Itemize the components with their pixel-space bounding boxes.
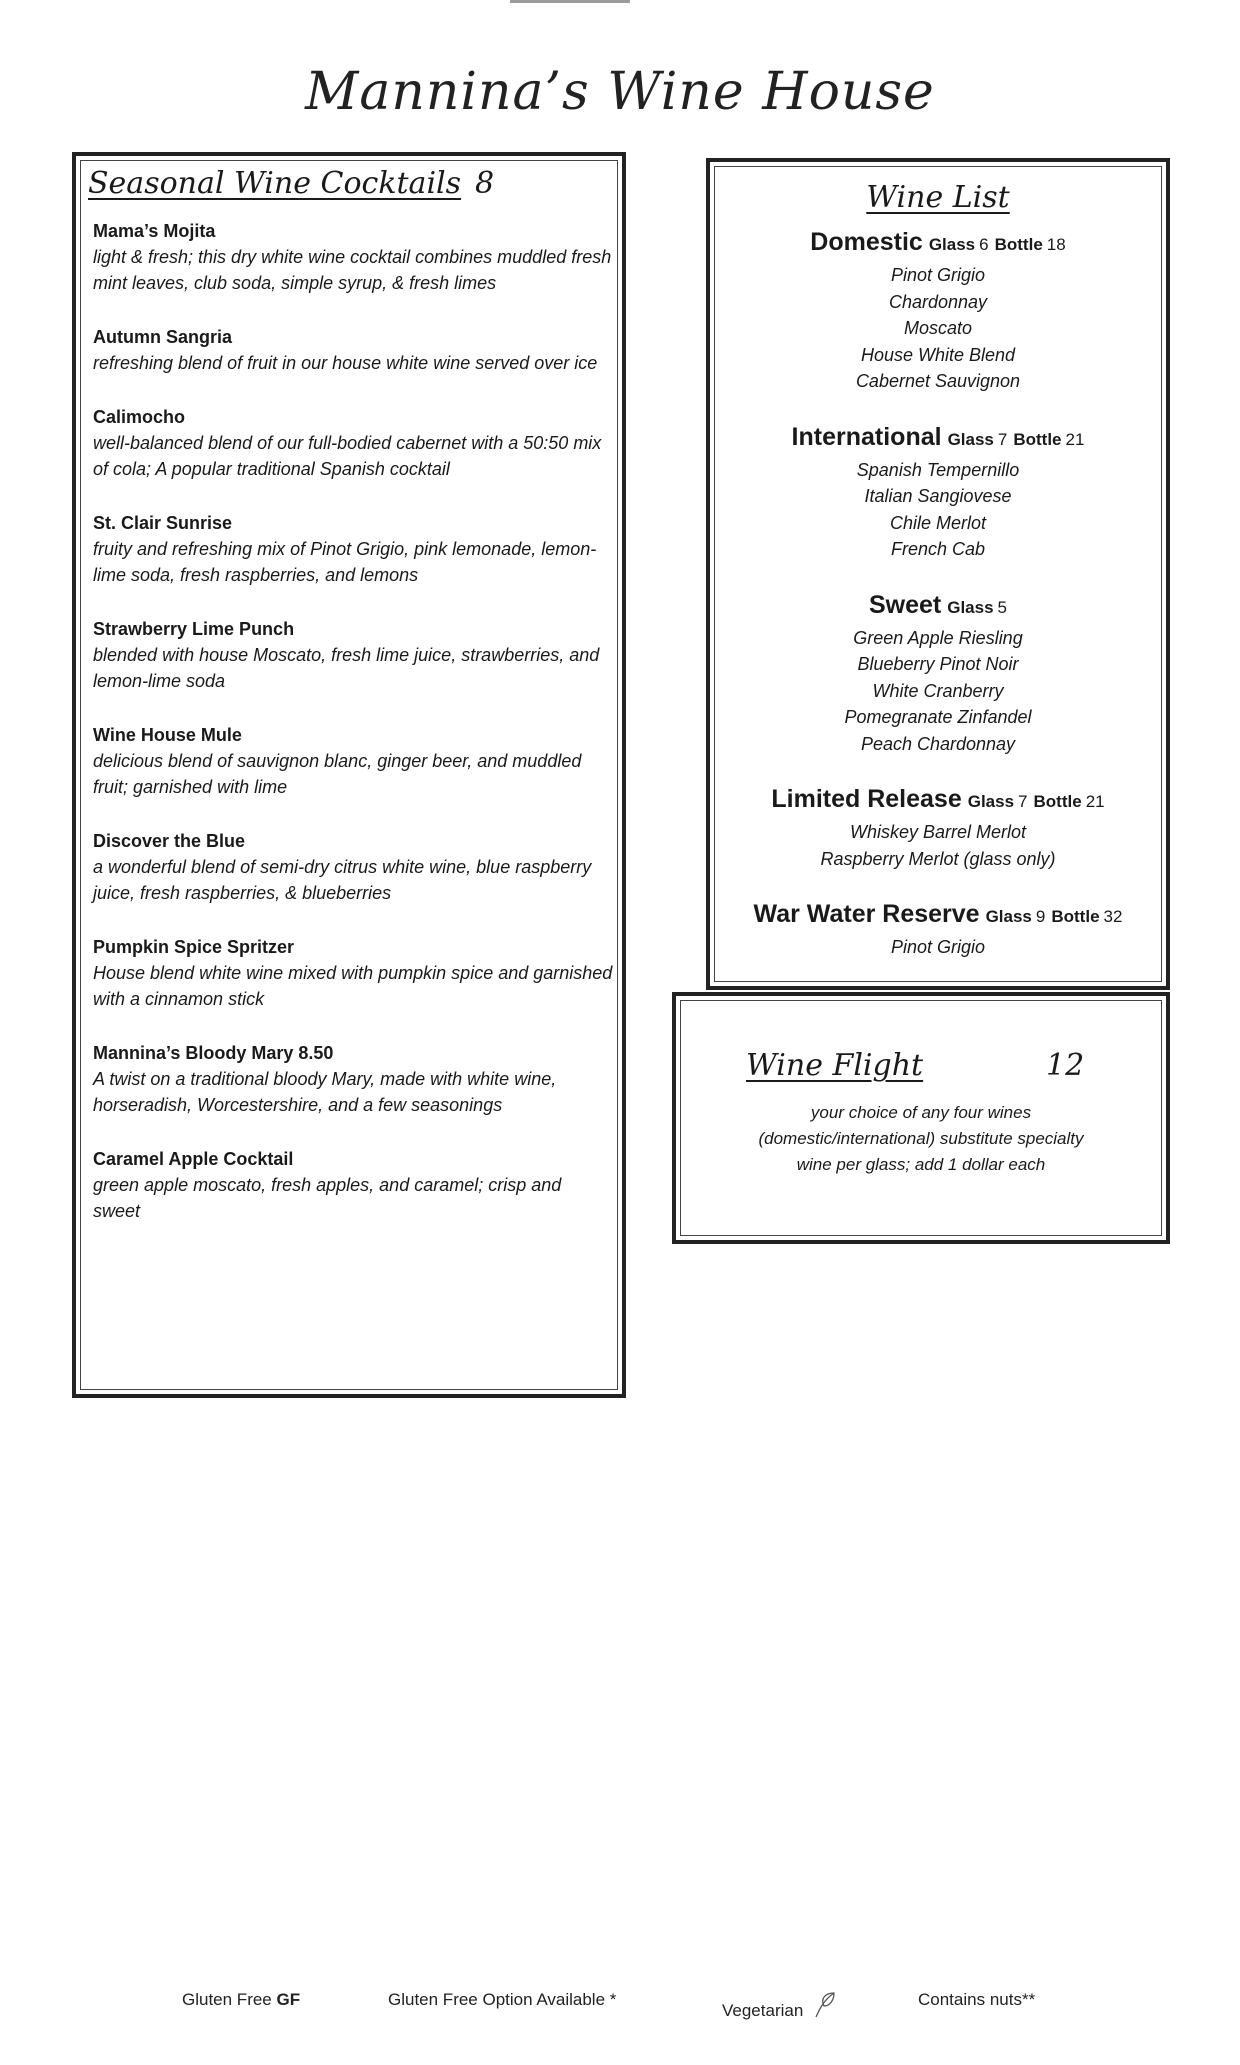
legend-vegetarian (722, 1990, 838, 2021)
cocktail-name: Autumn Sangria (93, 327, 233, 347)
wine-section-title (710, 589, 1166, 625)
bottle-price: 32 (1103, 907, 1123, 926)
glass-price: 7 (1018, 792, 1028, 811)
cocktail-name: St. Clair Sunrise (93, 513, 233, 533)
cocktail-name: Mannina’s Bloody Mary 8.50 (93, 1043, 334, 1063)
wine-section-name: Domestic (810, 228, 923, 256)
cocktail-item (93, 934, 613, 1012)
wine-flight-desc-line: (domestic/international) substitute specialty (758, 1129, 1084, 1148)
bottle-price: 18 (1046, 235, 1066, 254)
glass-price: 7 (997, 429, 1008, 449)
wine-item: Cabernet Sauvignon (855, 371, 1021, 391)
wine-item: Whiskey Barrel Merlot (849, 822, 1027, 842)
wine-flight-heading: Wine Flight (746, 1048, 924, 1083)
cocktail-description: light & fresh; this dry white wine cocktail combines muddled fresh mint leaves, club soda, simple syrup, & fresh limes (93, 247, 612, 293)
cocktail-list (93, 218, 613, 1252)
cocktail-description: refreshing blend of fruit in our house white wine served over ice (93, 353, 598, 373)
cocktail-name: Mama’s Mojita (93, 221, 216, 241)
legend-vegetarian-label: Vegetarian (722, 2001, 804, 2020)
cocktail-description: A twist on a traditional bloody Mary, made with white wine, horseradish, Worcestershire, and a few seasonings (93, 1069, 557, 1115)
wine-section-title (710, 783, 1166, 819)
cocktail-item (93, 1146, 613, 1224)
glass-label: Glass (928, 235, 976, 254)
wine-section (710, 898, 1166, 961)
cocktail-description: blended with house Moscato, fresh lime juice, strawberries, and lemon-lime soda (93, 645, 600, 691)
cocktail-description: well-balanced blend of our full-bodied cabernet with a 50:50 mix of cola; A popular traditional Spanish cocktail (93, 433, 602, 479)
cocktails-panel (72, 152, 626, 1398)
wine-list-panel (706, 158, 1170, 990)
legend-contains-nuts: Contains nuts** (918, 1990, 1036, 2009)
glass-price: 9 (1035, 907, 1046, 926)
wine-section (710, 421, 1166, 563)
bottle-label: Bottle (1033, 792, 1082, 811)
wine-item: French Cab (890, 539, 986, 559)
cocktail-item (93, 1040, 613, 1118)
wine-item: Peach Chardonnay (860, 733, 1016, 754)
leaf-icon (812, 1990, 838, 2020)
wine-item: Raspberry Merlot (glass only) (820, 848, 1056, 869)
cocktail-description: delicious blend of sauvignon blanc, ginger beer, and muddled fruit; garnished with lime (93, 751, 582, 797)
cocktail-item (93, 324, 613, 376)
cocktail-name: Caramel Apple Cocktail (93, 1149, 294, 1169)
legend-gluten-free-label: Gluten Free (182, 1990, 272, 2009)
glass-label: Glass (947, 597, 994, 617)
wine-section (710, 589, 1166, 758)
wine-list-heading: Wine List (866, 180, 1010, 215)
wine-item: White Cranberry (872, 680, 1004, 701)
wine-flight-price: 12 (1046, 1048, 1085, 1083)
cocktail-description: House blend white wine mixed with pumpkin spice and garnished with a cinnamon stick (93, 963, 613, 1009)
cocktail-item (93, 616, 613, 694)
cocktail-description: a wonderful blend of semi-dry citrus white wine, blue raspberry juice, fresh raspberries, & blueberries (93, 857, 592, 903)
wine-section-title (710, 226, 1166, 262)
wine-list-heading-row (710, 180, 1166, 215)
cocktail-description: green apple moscato, fresh apples, and caramel; crisp and sweet (93, 1175, 562, 1221)
cocktails-heading: Seasonal Wine Cocktails (88, 166, 462, 201)
wine-item: Chile Merlot (889, 512, 987, 533)
wine-flight-desc-line: wine per glass; add 1 dollar each (796, 1155, 1046, 1174)
bottle-label: Bottle (1013, 429, 1062, 449)
cocktail-name: Discover the Blue (93, 831, 246, 851)
cocktails-price: 8 (475, 166, 495, 201)
top-edge-mark (510, 0, 630, 3)
glass-label: Glass (985, 907, 1032, 926)
wine-sections (710, 226, 1166, 987)
wine-section-name: Limited Release (771, 785, 962, 813)
cocktail-description: fruity and refreshing mix of Pinot Grigio, pink lemonade, lemon-lime soda, fresh raspberries, and lemons (93, 539, 597, 585)
bottle-price: 21 (1065, 429, 1085, 449)
wine-item: Moscato (903, 318, 973, 338)
glass-label: Glass (967, 792, 1015, 811)
wine-flight-panel (672, 992, 1170, 1244)
legend-gluten-free-code: GF (276, 1990, 301, 2009)
glass-price: 5 (997, 597, 1008, 617)
cocktail-item (93, 510, 613, 588)
wine-item: Italian Sangiovese (864, 486, 1012, 506)
dietary-legend (0, 1990, 1240, 2020)
wine-flight-desc-line: your choice of any four wines (810, 1103, 1032, 1122)
wine-section-title (710, 421, 1166, 457)
cocktails-heading-row (88, 166, 494, 201)
bottle-label: Bottle (994, 235, 1043, 254)
glass-price: 6 (979, 235, 989, 254)
cocktail-item (93, 828, 613, 906)
wine-item: Pomegranate Zinfandel (844, 707, 1032, 727)
wine-section-name: Sweet (868, 590, 942, 619)
wine-section-name: International (791, 422, 942, 451)
bottle-label: Bottle (1051, 907, 1100, 926)
wine-item: Chardonnay (888, 291, 988, 312)
wine-item: Pinot Grigio (890, 937, 986, 957)
wine-item: Spanish Tempernillo (856, 459, 1020, 480)
cocktail-name: Calimocho (93, 407, 186, 427)
wine-item: Green Apple Riesling (853, 627, 1023, 648)
cocktail-name: Pumpkin Spice Spritzer (93, 937, 295, 957)
wine-section-name: War Water Reserve (753, 900, 980, 928)
wine-section-title (710, 898, 1166, 934)
restaurant-title: Mannina’s Wine House (305, 62, 935, 122)
cocktail-item (93, 404, 613, 482)
bottle-price: 21 (1085, 792, 1105, 811)
legend-gluten-free-option: Gluten Free Option Available * (388, 1990, 617, 2009)
cocktail-item (93, 218, 613, 296)
wine-item: House White Blend (860, 344, 1016, 365)
cocktail-name: Strawberry Lime Punch (93, 619, 295, 639)
wine-item: Pinot Grigio (890, 265, 986, 285)
wine-flight-description (676, 1100, 1166, 1178)
glass-label: Glass (947, 429, 994, 449)
cocktail-item (93, 722, 613, 800)
cocktail-name: Wine House Mule (93, 725, 242, 745)
wine-section (710, 783, 1166, 872)
legend-gluten-free (182, 1990, 300, 2010)
wine-item: Blueberry Pinot Noir (857, 654, 1019, 674)
wine-section (710, 226, 1166, 395)
